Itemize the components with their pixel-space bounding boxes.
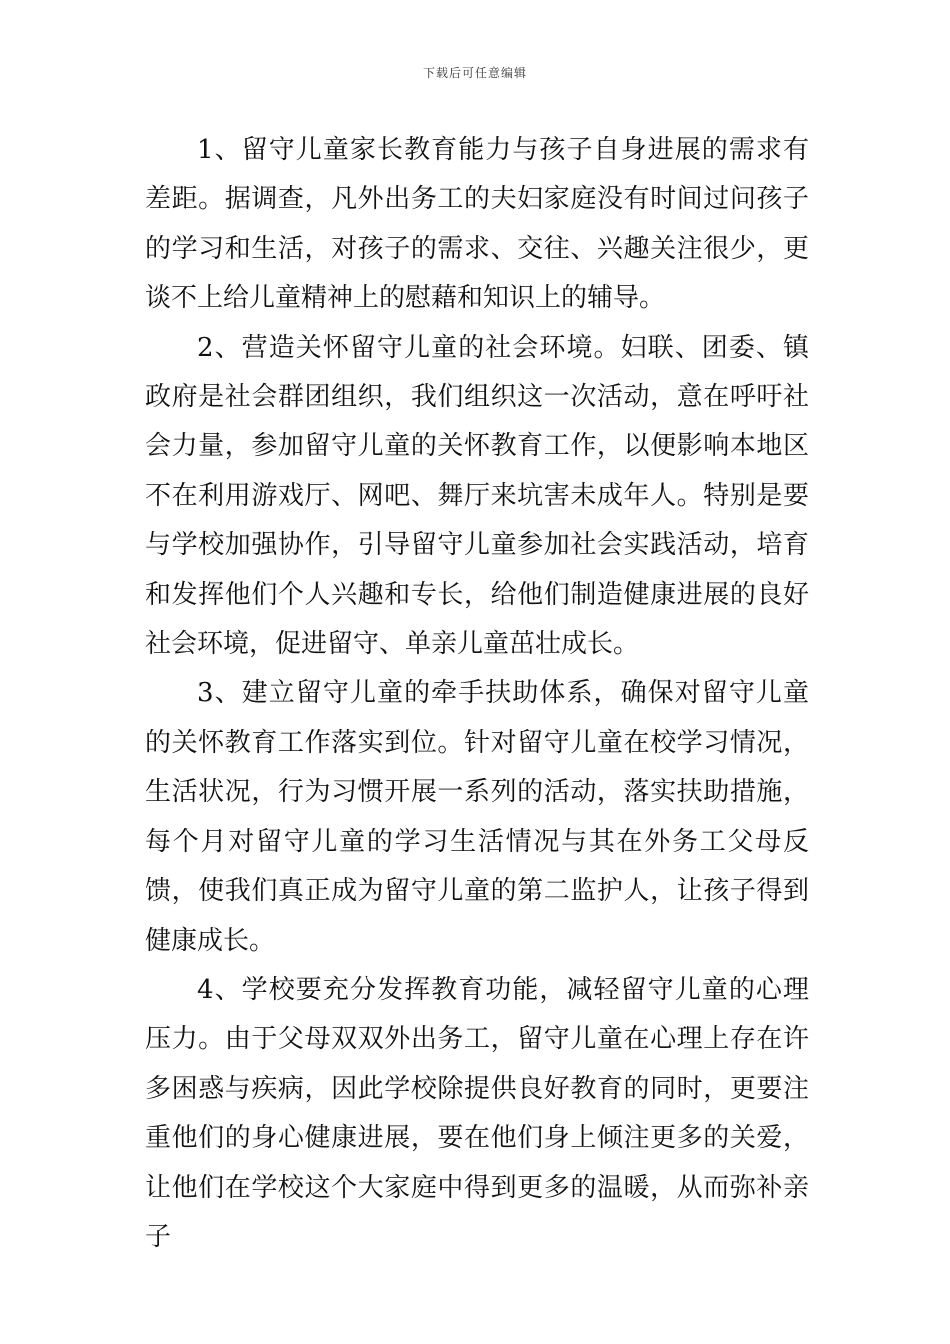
paragraph-4: 4、学校要充分发挥教育功能，减轻留守儿童的心理压力。由于父母双双外出务工，留守儿童在心理上存在许多困惑与疾病，因此学校除提供良好教育的同时，更要注重他们的身心健康进展，要在他们身上倾注更多的关爱，让他们在学校这个大家庭中得到更多的温暖，从而弥补亲子 [145,974,809,1252]
paragraph-1: 1、留守儿童家长教育能力与孩子自身进展的需求有差距。据调查，凡外出务工的夫妇家庭没有时间过问孩子的学习和生活，对孩子的需求、交往、兴趣关注很少，更谈不上给儿童精神上的慰藉和知识上的辅导。 [145,135,809,314]
document-body [145,126,809,1262]
paragraph-2: 2、营造关怀留守儿童的社会环境。妇联、团委、镇政府是社会群团组织，我们组织这一次活动，意在呼吁社会力量，参加留守儿童的关怀教育工作，以便影响本地区不在利用游戏厅、网吧、舞厅来坑害未成年人。特别是要与学校加强协作，引导留守儿童参加社会实践活动，培育和发挥他们个人兴趣和专长，给他们制造健康进展的良好社会环境，促进留守、单亲儿童茁壮成长。 [145,332,809,660]
paragraph-3: 3、建立留守儿童的牵手扶助体系，确保对留守儿童的关怀教育工作落实到位。针对留守儿童在校学习情况，生活状况，行为习惯开展一系列的活动，落实扶助措施，每个月对留守儿童的学习生活情况与其在外务工父母反馈，使我们真正成为留守儿童的第二监护人，让孩子得到健康成长。 [145,678,809,956]
page-header-note: 下载后可任意编辑 [422,66,527,80]
